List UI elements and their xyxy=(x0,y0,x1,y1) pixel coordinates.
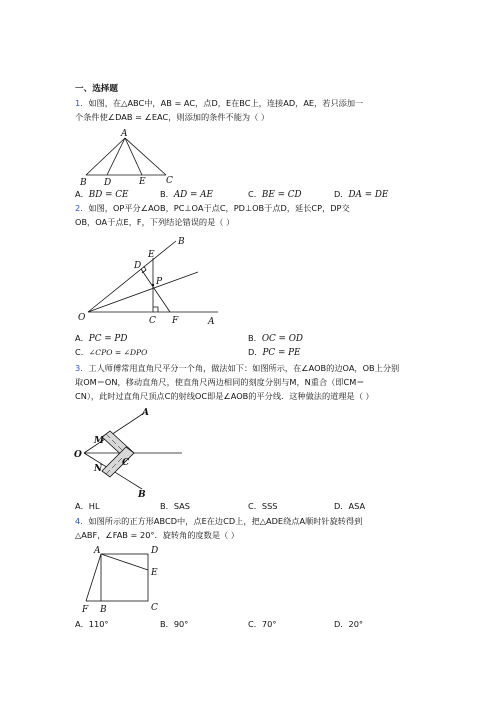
question-1-line-2: 个条件使∠DAB = ∠EAC，则添加的条件不能为（ ） xyxy=(75,112,270,122)
q4-square-abcd xyxy=(101,554,148,601)
q1-option-a[interactable]: A．BD = CE xyxy=(75,189,129,200)
q1-segment-ac xyxy=(125,138,166,175)
q1-label-a: A xyxy=(121,129,128,139)
q2-option-b[interactable]: B．OC = OD xyxy=(248,333,303,344)
q2-right-angle-c xyxy=(153,307,158,312)
q3-label-n: N xyxy=(94,464,103,474)
question-3-line-1: 3．工人师傅常用直角尺平分一个角，做法如下：如图所示，在∠AOB的边OA，OB上分别 xyxy=(75,363,400,373)
q4-label-c: C xyxy=(151,603,158,613)
question-4-line-1: 4．如图所示的正方形ABCD中，点E在边CD上，把△ADE绕点A顺时针旋转得到 xyxy=(75,516,363,526)
q1-label-d: D xyxy=(104,178,112,188)
q3-option-b[interactable]: B．SAS xyxy=(160,501,190,511)
question-3-line-2: 取OM＝ON，移动直角尺，使直角尺两边相同的刻度分别与M，N重合（即CM＝ xyxy=(75,377,365,387)
question-1-line-1: 1．如图，在△ABC中，AB = AC，点D，E在BC上，连接AD，AE，若只添加一 xyxy=(75,98,364,108)
question-3-number: 3． xyxy=(75,363,89,373)
q4-option-d[interactable]: D．20° xyxy=(334,619,364,629)
q3-label-o: O xyxy=(74,450,82,460)
q1-segment-ad xyxy=(107,138,125,175)
q3-label-b: B xyxy=(138,490,146,500)
q4-option-a[interactable]: A．110° xyxy=(75,619,109,629)
q4-label-a: A xyxy=(94,546,101,556)
q1-label-e: E xyxy=(139,177,146,187)
q4-option-b[interactable]: B．90° xyxy=(160,619,189,629)
question-2-number: 2． xyxy=(75,203,89,213)
q1-option-d[interactable]: D．DA = DE xyxy=(334,189,389,200)
q2-label-e: E xyxy=(148,250,155,260)
q1-triangle-figure xyxy=(80,130,200,190)
q1-label-b: B xyxy=(80,178,87,188)
q4-label-b: B xyxy=(100,605,107,615)
q2-option-c[interactable]: C．∠CPO = ∠DPO xyxy=(75,347,148,357)
q4-label-e: E xyxy=(151,568,158,578)
q2-label-o: O xyxy=(78,313,86,323)
q4-segment-ae xyxy=(101,554,148,570)
q2-bisector-figure xyxy=(78,232,238,328)
q1-segment-ae xyxy=(125,138,142,175)
q2-label-c: C xyxy=(149,316,156,326)
q3-option-c[interactable]: C．SSS xyxy=(248,501,278,511)
question-4-line-2: △ABF，∠FAB = 20°．旋转角的度数是（ ） xyxy=(75,530,239,540)
q2-label-a: A xyxy=(208,317,215,327)
q1-segment-ab xyxy=(86,138,125,175)
q2-label-b: B xyxy=(178,237,185,247)
q3-label-m: M xyxy=(94,436,104,446)
q4-label-d: D xyxy=(151,546,159,556)
q3-carpenter-square-figure xyxy=(72,405,192,500)
q1-label-c: C xyxy=(166,176,173,186)
q1-option-c[interactable]: C．BE = CD xyxy=(248,189,302,200)
q4-square-figure xyxy=(78,546,178,618)
question-2-line-1: 2．如图，OP平分∠AOB，PC⊥OA于点C，PD⊥OB于点D，延长CP，DP交 xyxy=(75,203,350,213)
q4-segment-af xyxy=(86,554,101,601)
q2-label-p: P xyxy=(156,277,163,287)
q2-option-d[interactable]: D．PC = PE xyxy=(248,347,301,358)
q3-label-a: A xyxy=(142,408,149,418)
q3-option-a[interactable]: A．HL xyxy=(75,501,100,511)
q2-point-p xyxy=(152,284,154,286)
q3-label-c: C xyxy=(122,458,130,468)
question-3-line-3: CN），此时过直角尺顶点C的射线OC即是∠AOB的平分线．这种做法的道理是（ ） xyxy=(75,391,374,401)
question-2-line-2: OB，OA于点E，F，下列结论错误的是（ ） xyxy=(75,217,235,227)
q3-square-ruler xyxy=(102,431,134,477)
q3-option-d[interactable]: D．ASA xyxy=(334,501,366,511)
q4-option-c[interactable]: C．70° xyxy=(248,619,277,629)
q2-option-a[interactable]: A．PC = PD xyxy=(75,333,128,344)
section-title: 一、选择题 xyxy=(75,84,118,94)
question-4-number: 4． xyxy=(75,516,89,526)
q2-ray-op xyxy=(88,272,198,312)
q2-label-f: F xyxy=(172,316,179,326)
q2-segment-df xyxy=(141,269,170,312)
question-1-number: 1． xyxy=(75,98,89,108)
q2-label-d: D xyxy=(134,261,142,271)
q1-option-b[interactable]: B．AD = AE xyxy=(160,189,213,200)
q4-label-f: F xyxy=(82,605,89,615)
